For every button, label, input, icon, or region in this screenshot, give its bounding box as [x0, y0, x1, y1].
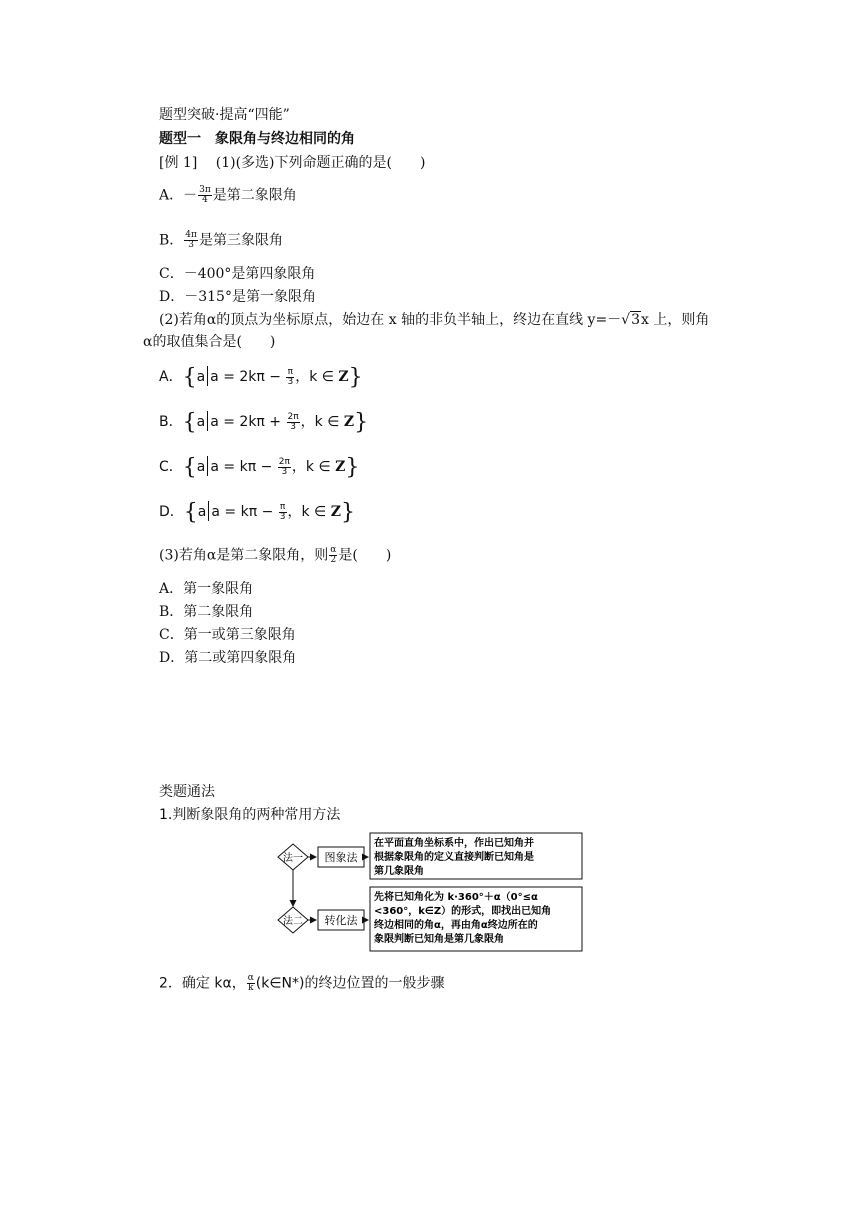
q3-stem-prefix: (3)若角α是第二象限角，则: [159, 547, 329, 564]
method2-diamond-label: 法二: [283, 916, 303, 927]
q3-option-a: A．第一象限角: [159, 581, 254, 597]
example-stem-1: [159, 154, 425, 172]
q1-a-fraction: $\frac{3\pi}{4}$: [199, 185, 211, 205]
q1-option-a: [159, 186, 297, 205]
q2-option-a: A．{a a = 2kπ − $\frac{\pi}{3}$ ，k ∈ Z}: [159, 365, 363, 390]
method1-desc-line2: 根据象限角的定义直接判断已知角是: [374, 852, 534, 863]
q1-stem: (1)(多选)下列命题正确的是( ): [215, 155, 426, 171]
q2-d-label: D．: [159, 504, 184, 520]
method-header: 类题通法: [159, 784, 215, 800]
method2-desc-line4: 象限判断已知角是第几象限角: [374, 934, 504, 945]
q2-stem-line2: α的取值集合是( ): [143, 334, 276, 350]
q1-option-c: C．－400°是第四象限角: [159, 266, 316, 282]
topic-title: 题型一 象限角与终边相同的角: [159, 131, 355, 147]
q3-fraction: $\frac{\alpha}{2}$: [330, 545, 337, 565]
q2-a-label: A．: [159, 369, 183, 385]
method2-title-suffix: (k∈N*)的终边位置的一般步骤: [255, 975, 445, 992]
q2-stem-part1: (2)若角α的顶点为坐标原点，始边在 x 轴的非负半轴上，终边在直线 y=－: [159, 312, 622, 328]
method2-fraction: $\frac{\alpha}{k}$: [247, 973, 254, 993]
q1-b-prefix: B．: [159, 232, 184, 249]
section-header: 题型突破·提高“四能”: [159, 107, 290, 123]
q2-stem-part2: x 上，则角: [641, 312, 710, 328]
method1-box-label: 图象法: [324, 851, 358, 864]
method2-title: [159, 974, 444, 993]
method1-diamond-label: 法一: [283, 853, 303, 864]
method2-desc-line3: 终边相同的角α，再由角α终边所在的: [374, 920, 538, 931]
example-label: [例 1]: [159, 155, 198, 171]
q2-c-label: C．: [159, 459, 183, 475]
q1-option-d: D．－315°是第一象限角: [159, 289, 316, 305]
q2-b-label: B．: [159, 414, 183, 430]
q1-b-fraction: $\frac{4\pi}{3}$: [185, 230, 197, 250]
method2-desc-line1: 先将已知角化为 k·360°＋α（0°≤α: [374, 892, 538, 903]
q3-option-b: B．第二象限角: [159, 604, 254, 620]
q1-a-suffix: 是第二象限角: [212, 187, 297, 204]
q2-option-d: D．{a a = kπ − $\frac{\pi}{3}$ ，k ∈ Z}: [159, 500, 355, 525]
q1-a-prefix: A．－: [159, 187, 198, 204]
method1-desc-line1: 在平面直角坐标系中，作出已知角并: [374, 838, 534, 849]
method-diagram: [274, 832, 586, 954]
q2-option-b: B．{a a = 2kπ + $\frac{2\pi}{3}$ ，k ∈ Z}: [159, 410, 369, 435]
method2-title-prefix: 2．确定 kα，: [159, 975, 246, 992]
method2-desc-line2: <360°，k∈Z）的形式，即找出已知角: [374, 906, 552, 917]
q2-option-c: C．{a a = kπ − $\frac{2\pi}{3}$ ，k ∈ Z}: [159, 455, 360, 480]
method1-desc-line3: 第几象限角: [374, 866, 424, 877]
q1-b-suffix: 是第三象限角: [198, 232, 283, 249]
q3-option-c: C．第一或第三象限角: [159, 627, 296, 643]
method2-box-label: 转化法: [324, 914, 358, 927]
q2-sqrt: √3: [621, 312, 641, 328]
q3-stem: [159, 546, 391, 565]
method1-title: 1.判断象限角的两种常用方法: [159, 807, 341, 823]
q3-stem-suffix: 是( ): [338, 547, 392, 564]
q1-option-b: [159, 231, 283, 250]
q3-option-d: D．第二或第四象限角: [159, 650, 297, 666]
q2-stem-line1: [159, 311, 709, 329]
